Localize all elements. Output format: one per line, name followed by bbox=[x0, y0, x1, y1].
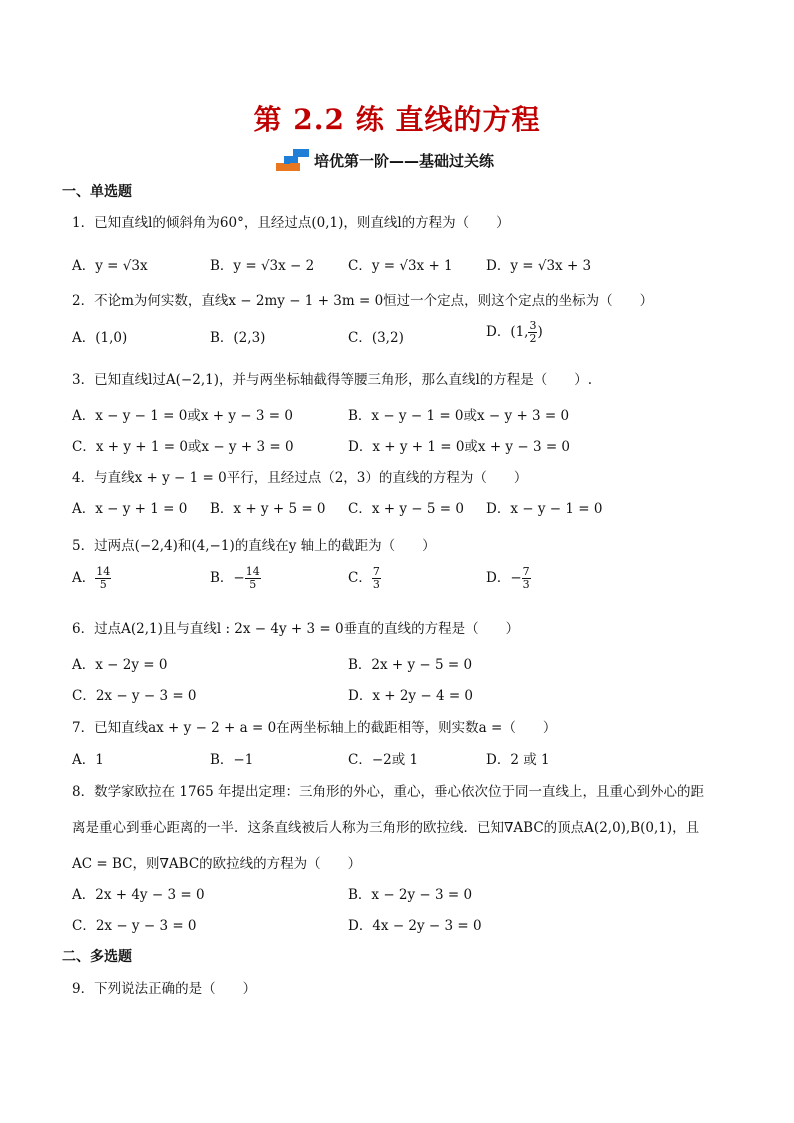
question-6-stem: 6．过点A(2,1)且与直线l : 2x − 4y + 3 = 0垂直的直线的方程是（ ） bbox=[72, 621, 520, 637]
fraction-denominator: 3 bbox=[522, 578, 530, 591]
fraction-numerator: 7 bbox=[522, 565, 530, 578]
option-label: D．− bbox=[486, 570, 522, 586]
option-label: B．− bbox=[210, 570, 245, 586]
subtitle-text: 培优第一阶——基础过关练 bbox=[314, 151, 495, 170]
q1-option-d: D．y = √3x + 3 bbox=[486, 258, 592, 274]
q5-option-c bbox=[348, 566, 381, 591]
q3-option-d: D．x + y + 1 = 0或x + y − 3 = 0 bbox=[348, 439, 571, 455]
question-2-stem: 2．不论m为何实数，直线x − 2my − 1 + 3m = 0恒过一个定点，则这个定点的坐标为（ ） bbox=[72, 293, 654, 309]
q2-option-d bbox=[486, 320, 543, 345]
q6-option-d: D．x + 2y − 4 = 0 bbox=[348, 688, 474, 704]
page-title: 第 2.2 练 直线的方程 bbox=[253, 103, 541, 136]
q6-option-a: A．x − 2y = 0 bbox=[72, 657, 168, 673]
q7-option-a: A．1 bbox=[72, 752, 104, 768]
q5-option-d-fraction bbox=[522, 566, 531, 591]
q1-option-a: A．y = √3x bbox=[72, 258, 148, 274]
option-label: C． bbox=[348, 570, 372, 586]
section-multiple-choice: 二、多选题 bbox=[62, 949, 132, 965]
q2-option-d-prefix: D．(1, bbox=[486, 324, 529, 340]
question-5-stem: 5．过两点(−2,4)和(4,−1)的直线在y 轴上的截距为（ ） bbox=[72, 538, 436, 554]
fraction-denominator: 5 bbox=[249, 578, 257, 591]
q3-option-a: A．x − y − 1 = 0或x + y − 3 = 0 bbox=[72, 408, 293, 424]
question-1-stem: 1．已知直线l的倾斜角为60°，且经过点(0,1)，则直线l的方程为（ ） bbox=[72, 215, 510, 231]
q4-option-b: B．x + y + 5 = 0 bbox=[210, 501, 326, 517]
q6-option-c: C．2x − y − 3 = 0 bbox=[72, 688, 197, 704]
q8-option-c: C．2x − y − 3 = 0 bbox=[72, 918, 197, 934]
question-8-line-2: 离是重心到垂心距离的一半．这条直线被后人称为三角形的欧拉线．已知∇ABC的顶点A(2,0),B(0,1)，且 bbox=[72, 820, 700, 836]
q3-option-c: C．x + y + 1 = 0或x − y + 3 = 0 bbox=[72, 439, 294, 455]
fraction-numerator: 7 bbox=[372, 565, 380, 578]
q2-option-c: C．(3,2) bbox=[348, 330, 404, 346]
q7-option-b: B．−1 bbox=[210, 752, 254, 768]
q3-option-b: B．x − y − 1 = 0或x − y + 3 = 0 bbox=[348, 408, 570, 424]
fraction-denominator: 3 bbox=[372, 578, 380, 591]
q4-option-d: D．x − y − 1 = 0 bbox=[486, 501, 603, 517]
q6-option-b: B．2x + y − 5 = 0 bbox=[348, 657, 473, 673]
fraction-numerator: 14 bbox=[245, 565, 260, 578]
fraction-denominator: 2 bbox=[529, 332, 537, 345]
q2-option-d-suffix: ) bbox=[537, 324, 543, 340]
q5-option-b bbox=[210, 566, 261, 591]
q1-option-c: C．y = √3x + 1 bbox=[348, 258, 453, 274]
q5-option-a-fraction bbox=[95, 566, 111, 591]
question-8-line-1: 8．数学家欧拉在 1765 年提出定理：三角形的外心，重心，垂心依次位于同一直线上，且重心到外心的距 bbox=[72, 784, 705, 800]
q5-option-d bbox=[486, 566, 531, 591]
q8-option-b: B．x − 2y − 3 = 0 bbox=[348, 887, 473, 903]
q5-option-a bbox=[72, 566, 111, 591]
option-label: A． bbox=[72, 570, 96, 586]
section-single-choice: 一、单选题 bbox=[62, 184, 132, 200]
question-7-stem: 7．已知直线ax + y − 2 + a = 0在两坐标轴上的截距相等，则实数a =（ ） bbox=[72, 720, 557, 736]
fraction-numerator: 3 bbox=[529, 319, 537, 332]
q5-option-b-fraction bbox=[245, 566, 261, 591]
q1-option-b: B．y = √3x − 2 bbox=[210, 258, 315, 274]
fraction-denominator: 5 bbox=[99, 578, 107, 591]
q4-option-c: C．x + y − 5 = 0 bbox=[348, 501, 464, 517]
q4-option-a: A．x − y + 1 = 0 bbox=[72, 501, 188, 517]
stairs-logo-icon bbox=[276, 149, 310, 171]
q8-option-d: D．4x − 2y − 3 = 0 bbox=[348, 918, 482, 934]
question-9-stem: 9．下列说法正确的是（ ） bbox=[72, 981, 257, 997]
q8-option-a: A．2x + 4y − 3 = 0 bbox=[72, 887, 205, 903]
subtitle bbox=[276, 148, 494, 172]
fraction-numerator: 14 bbox=[96, 565, 111, 578]
question-4-stem: 4．与直线x + y − 1 = 0平行，且经过点（2，3）的直线的方程为（ ） bbox=[72, 470, 528, 486]
question-8-line-3: AC = BC，则∇ABC的欧拉线的方程为（ ） bbox=[72, 856, 362, 872]
q7-option-d: D．2 或 1 bbox=[486, 752, 550, 768]
q5-option-c-fraction bbox=[372, 566, 381, 591]
q7-option-c: C．−2或 1 bbox=[348, 752, 419, 768]
q2-option-a: A．(1,0) bbox=[72, 330, 128, 346]
q2-option-b: B．(2,3) bbox=[210, 330, 266, 346]
question-3-stem: 3．已知直线l过A(−2,1)，并与两坐标轴截得等腰三角形，那么直线l的方程是（ ）. bbox=[72, 372, 593, 388]
